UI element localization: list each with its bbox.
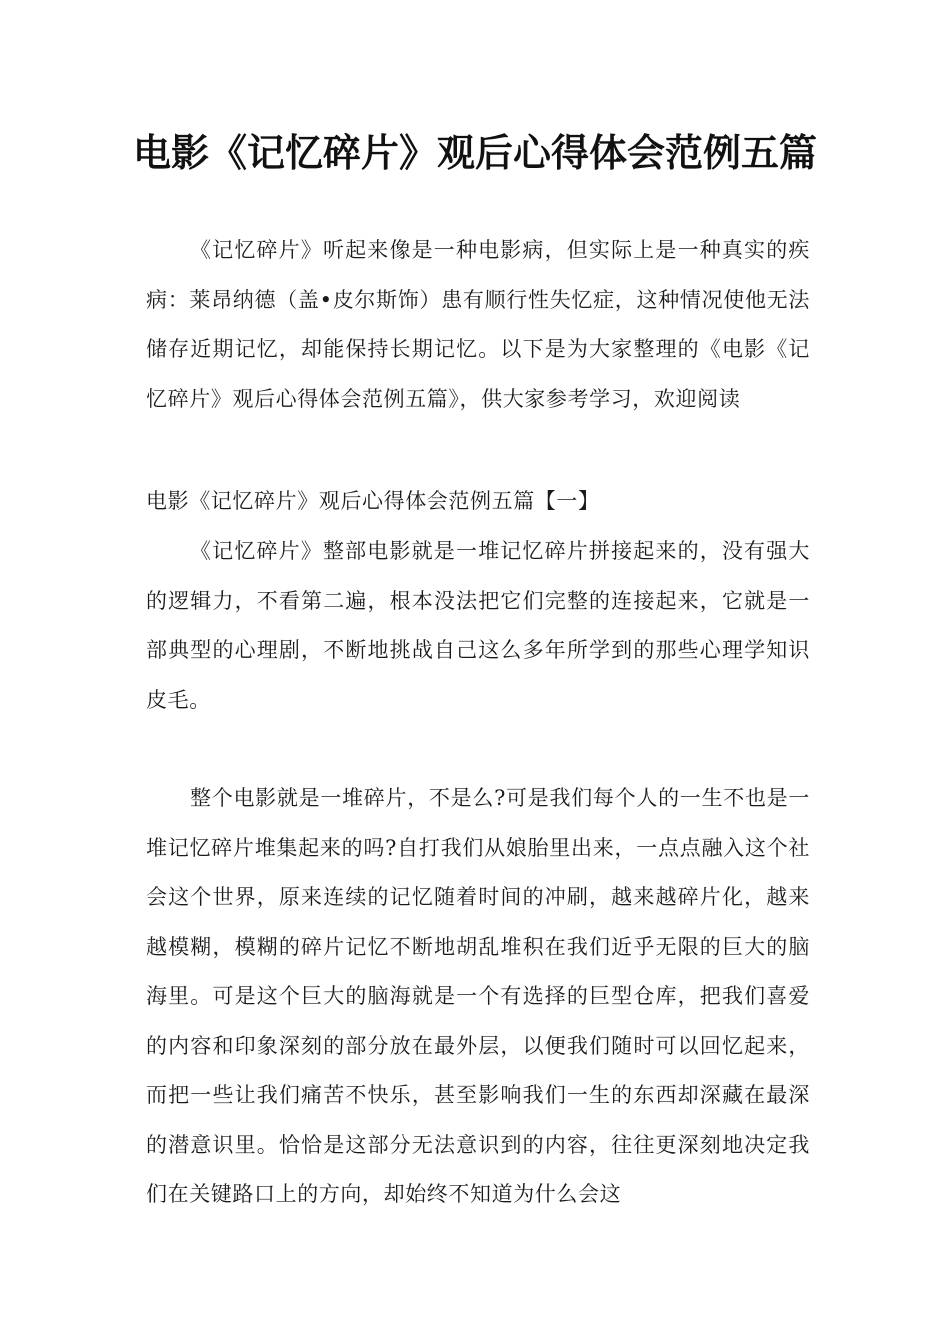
intro-paragraph: 《记忆碎片》听起来像是一种电影病，但实际上是一种真实的疾病：莱昂纳德（盖•皮尔斯饰）患有顺行性失忆症，这种情况使他无法储存近期记忆，却能保持长期记忆。以下是为大家整理的《电影《记忆碎片》观后心得体会范例五篇》，供大家参考学习，欢迎阅读 xyxy=(146,238,810,411)
body-paragraph-1: 《记忆碎片》整部电影就是一堆记忆碎片拼接起来的，没有强大的逻辑力，不看第二遍，根本没法把它们完整的连接起来，它就是一部典型的心理剧，不断地挑战自己这么多年所学到的那些心理学知识皮毛。 xyxy=(146,539,810,712)
section-heading: 电影《记忆碎片》观后心得体会范例五篇【一】 xyxy=(146,489,600,513)
body-paragraph-2: 整个电影就是一堆碎片，不是么?可是我们每个人的一生不也是一堆记忆碎片堆集起来的吗?自打我们从娘胎里出来，一点点融入这个社会这个世界，原来连续的记忆随着时间的冲刷，越来越碎片化，越来越模糊，模糊的碎片记忆不断地胡乱堆积在我们近乎无限的巨大的脑海里。可是这个巨大的脑海就是一个有选择的巨型仓库，把我们喜爱的内容和印象深刻的部分放在最外层，以便我们随时可以回忆起来，而把一些让我们痛苦不快乐，甚至影响我们一生的东西却深藏在最深的潜意识里。恰恰是这部分无法意识到的内容，往往更深刻地决定我们在关键路口上的方向，却始终不知道为什么会这 xyxy=(146,786,810,1206)
document-title: 电影《记忆碎片》观后心得体会范例五篇 xyxy=(132,131,817,175)
